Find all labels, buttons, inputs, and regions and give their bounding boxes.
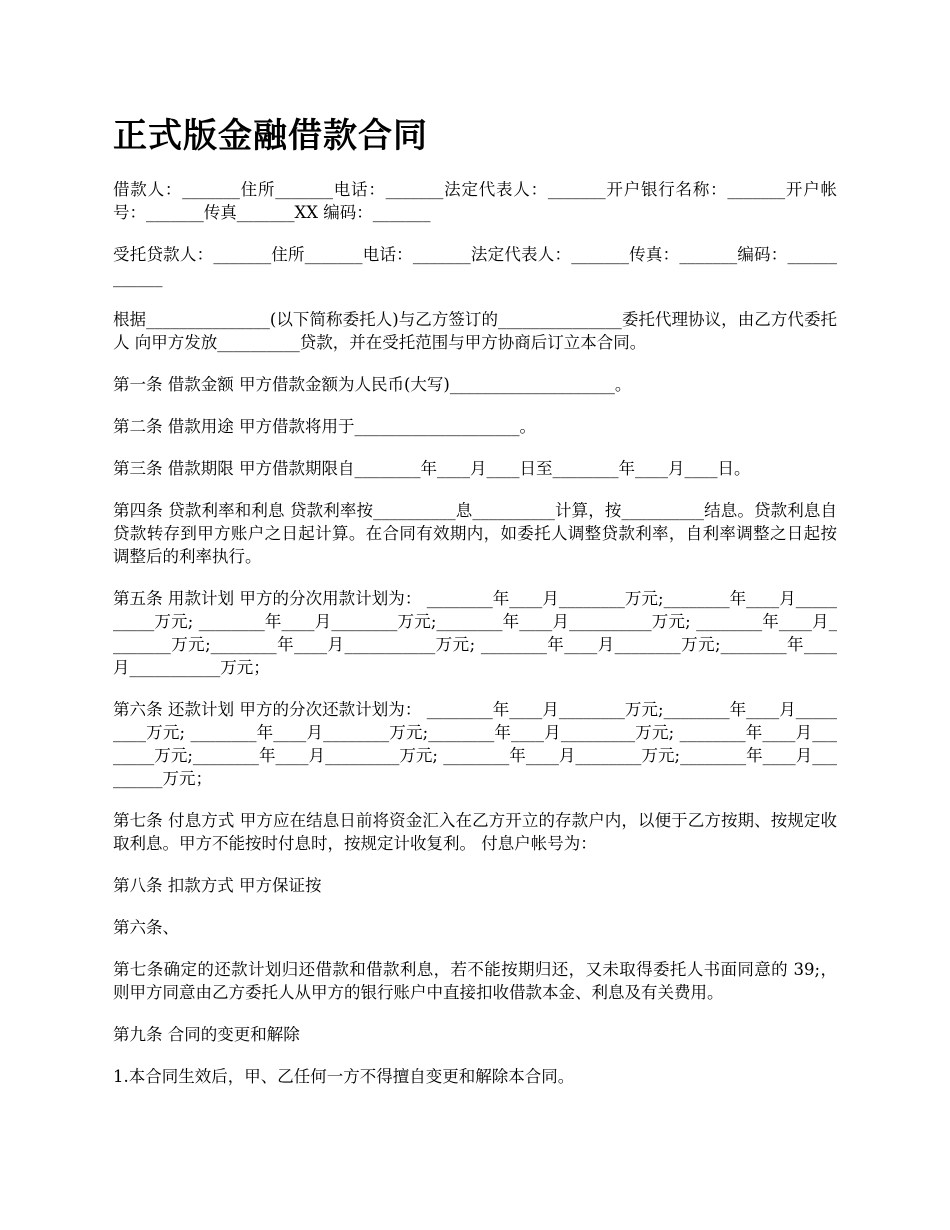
document-body [113,178,837,1107]
paragraph-trustee-info: 受托贷款人：_______住所_______电话：_______法定代表人：_______传真：_______编码：____________ [113,245,837,287]
clause-4-interest: 第四条 贷款利率和利息 贷款利率按__________息__________计算，按__________结息。贷款利息自贷款转存到甲方账户之日起计算。在合同有效期内，如委托人调整贷款利率，自利率调整之日起按调整后的利率执行。 [113,501,837,566]
clause-9-item-1: 1.本合同生效后，甲、乙任何一方不得擅自变更和解除本合同。 [113,1067,575,1086]
clause-6-repayment-plan: 第六条 还款计划 甲方的分次还款计划为： ________年____月________万元;________年____月_________万元; ________年____月________万元;________年____月_________万元; ________年____月________万元;________年____月_________万元; ________年____月________万元;________年____月_________万元； [113,700,837,788]
paragraph-preamble: 根据_______________(以下简称委托人)与乙方签订的_______________委托代理协议，由乙方代委托人 向甲方发放__________贷款，并在受托范围与甲方协商后订立本合同。 [113,310,837,352]
clause-1-amount: 第一条 借款金额 甲方借款金额为人民币(大写)____________________。 [113,375,632,394]
clause-6-reference: 第六条、 [113,918,179,937]
clause-8-deduction: 第八条 扣款方式 甲方保证按 [113,876,322,895]
clause-9-heading: 第九条 合同的变更和解除 [113,1025,300,1044]
clause-2-purpose: 第二条 借款用途 甲方借款将用于____________________。 [113,417,536,436]
paragraph-borrower-info: 借款人：_______住所_______电话：_______法定代表人：_______开户银行名称：_______开户帐号：_______传真_______XX 编码：_______ [113,180,837,222]
clause-3-term: 第三条 借款期限 甲方借款期限自________年____月____日至________年____月____日。 [113,459,751,478]
clause-5-drawdown-plan: 第五条 用款计划 甲方的分次用款计划为： ________年____月________万元;________年____月__________万元; ________年____月________万元;________年____月__________万元; ________年____月________万元;________年____月___________万元; ________年____月________万元;________年____月___________万元； [113,589,837,677]
document-title: 正式版金融借款合同 [113,116,428,156]
clause-7-interest-payment: 第七条 付息方式 甲方应在结息日前将资金汇入在乙方开立的存款户内，以便于乙方按期、按规定收取利息。甲方不能按时付息时，按规定计收复利。 付息户帐号为： [113,811,837,853]
clause-7-reference: 第七条确定的还款计划归还借款和借款利息，若不能按期归还，又未取得委托人书面同意的 39;，则甲方同意由乙方委托人从甲方的银行账户中直接扣收借款本金、利息及有关费用。 [113,960,837,1002]
